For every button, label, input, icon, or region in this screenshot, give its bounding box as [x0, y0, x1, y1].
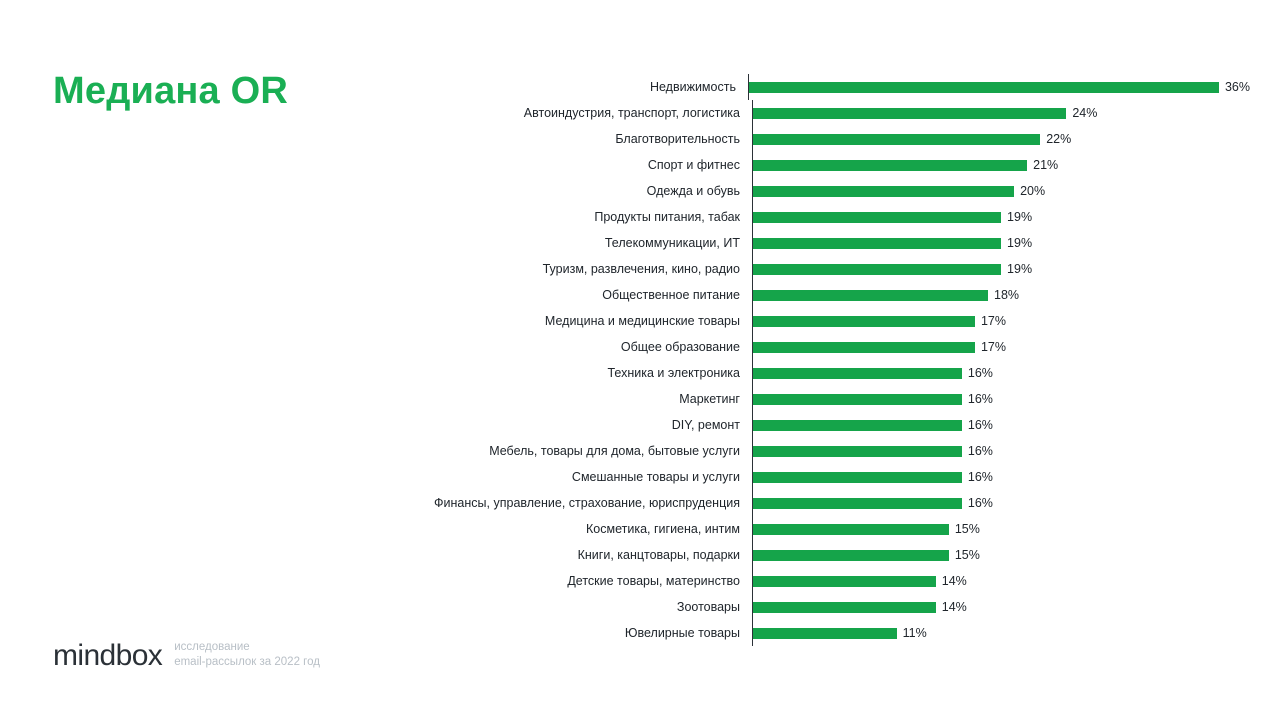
bar-row [370, 126, 1250, 152]
bar-row [370, 438, 1250, 464]
bar-category-label: Финансы, управление, страхование, юриспруденция [434, 495, 740, 510]
bar-fill [753, 472, 962, 483]
bar-track [752, 620, 1250, 646]
bar-fill [753, 628, 897, 639]
bar-value-label: 16% [967, 443, 993, 458]
bar-category-label: Смешанные товары и услуги [571, 469, 740, 484]
bar-row [370, 204, 1250, 230]
bar-track [752, 594, 1250, 620]
bar-fill [753, 238, 1001, 249]
bar-track [752, 100, 1250, 126]
mindbox-logo: mindbox [53, 639, 163, 672]
bar-row [370, 178, 1250, 204]
bar-category-label: Благотворительность [615, 131, 740, 146]
page-title: Медиана OR [53, 70, 289, 112]
bar-value-label: 24% [1072, 105, 1098, 120]
bar-row [370, 412, 1250, 438]
bar-value-label: 16% [967, 417, 993, 432]
bar-fill [749, 82, 1219, 93]
bar-category-label: Зоотовары [676, 599, 740, 614]
bar-category-label: Мебель, товары для дома, бытовые услуги [489, 443, 740, 458]
bar-value-label: 14% [941, 573, 967, 588]
bar-category-label: Автоиндустрия, транспорт, логистика [523, 105, 740, 120]
bar-row [370, 464, 1250, 490]
footer-note-line2: email-рассылок за 2022 год [174, 655, 320, 668]
bar-category-label: Продукты питания, табак [594, 209, 740, 224]
bar-value-label: 15% [954, 547, 980, 562]
bar-category-label: Недвижимость [649, 79, 736, 94]
bar-fill [753, 186, 1014, 197]
bar-fill [753, 446, 962, 457]
bar-row [370, 360, 1250, 386]
bar-value-label: 16% [967, 469, 993, 484]
bar-value-label: 19% [1007, 235, 1033, 250]
bar-category-label: Техника и электроника [607, 365, 740, 380]
bar-track [752, 334, 1250, 360]
bar-fill [753, 524, 949, 535]
bar-fill [753, 498, 962, 509]
bar-value-label: 17% [980, 313, 1006, 328]
bar-row [370, 152, 1250, 178]
bar-category-label: Туризм, развлечения, кино, радио [542, 261, 740, 276]
bar-track [752, 464, 1250, 490]
bar-value-label: 11% [902, 625, 927, 640]
bar-fill [753, 212, 1001, 223]
bar-fill [753, 550, 949, 561]
bar-row [370, 386, 1250, 412]
bar-fill [753, 394, 962, 405]
bar-value-label: 19% [1007, 209, 1033, 224]
bar-track [752, 256, 1250, 282]
bar-row [370, 620, 1250, 646]
bar-track [752, 178, 1250, 204]
bar-fill [753, 160, 1027, 171]
bar-row [370, 490, 1250, 516]
bar-value-label: 20% [1020, 183, 1046, 198]
bar-fill [753, 316, 975, 327]
bar-fill [753, 576, 936, 587]
bar-value-label: 21% [1033, 157, 1059, 172]
bar-value-label: 16% [967, 391, 993, 406]
bar-category-label: Детские товары, материнство [567, 573, 740, 588]
bar-track [752, 230, 1250, 256]
bar-value-label: 36% [1224, 79, 1250, 94]
bar-row [370, 230, 1250, 256]
bar-category-label: Общественное питание [602, 287, 740, 302]
bar-category-label: Косметика, гигиена, интим [586, 521, 740, 536]
bar-row [370, 334, 1250, 360]
footer-note [174, 640, 320, 671]
bar-value-label: 19% [1007, 261, 1033, 276]
bar-category-label: Маркетинг [679, 391, 740, 406]
bar-category-label: Ювелирные товары [624, 625, 740, 640]
bar-row [370, 256, 1250, 282]
bar-track [752, 152, 1250, 178]
bar-value-label: 15% [954, 521, 980, 536]
bar-row [370, 308, 1250, 334]
bar-value-label: 16% [967, 495, 993, 510]
bar-row [370, 542, 1250, 568]
bar-value-label: 18% [994, 287, 1020, 302]
bar-track [752, 516, 1250, 542]
bar-fill [753, 420, 962, 431]
bar-fill [753, 134, 1040, 145]
bar-track [752, 568, 1250, 594]
bar-value-label: 14% [941, 599, 967, 614]
bar-track [752, 282, 1250, 308]
bar-category-label: Телекоммуникации, ИТ [604, 235, 740, 250]
bar-track [752, 412, 1250, 438]
bar-fill [753, 290, 988, 301]
bar-fill [753, 342, 975, 353]
bar-value-label: 17% [980, 339, 1006, 354]
bar-fill [753, 602, 936, 613]
bar-track [748, 74, 1250, 100]
bar-row [370, 74, 1250, 100]
bar-track [752, 386, 1250, 412]
bar-chart [370, 74, 1250, 640]
footer-note-line1: исследование [174, 641, 250, 654]
bar-category-label: Общее образование [620, 339, 740, 354]
bar-fill [753, 108, 1066, 119]
bar-value-label: 16% [967, 365, 993, 380]
bar-row [370, 100, 1250, 126]
footer [53, 640, 320, 671]
bar-category-label: Спорт и фитнес [647, 157, 740, 172]
bar-track [752, 308, 1250, 334]
bar-track [752, 542, 1250, 568]
bar-row [370, 516, 1250, 542]
bar-track [752, 204, 1250, 230]
bar-category-label: Одежда и обувь [646, 183, 740, 198]
bar-category-label: DIY, ремонт [671, 417, 740, 432]
bar-category-label: Книги, канцтовары, подарки [577, 547, 740, 562]
bar-track [752, 126, 1250, 152]
bar-row [370, 568, 1250, 594]
bar-fill [753, 368, 962, 379]
bar-track [752, 360, 1250, 386]
bar-category-label: Медицина и медицинские товары [544, 313, 740, 328]
bar-row [370, 282, 1250, 308]
bar-fill [753, 264, 1001, 275]
bar-row [370, 594, 1250, 620]
bar-track [752, 438, 1250, 464]
bar-value-label: 22% [1046, 131, 1072, 146]
bar-track [752, 490, 1250, 516]
